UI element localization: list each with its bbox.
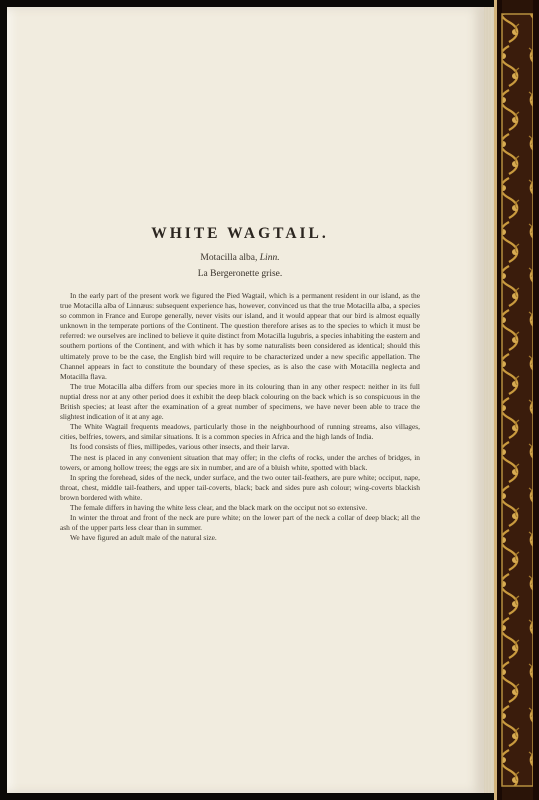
paragraph-9: We have figured an adult male of the natural size.: [70, 533, 217, 543]
paragraph-2: The true Motacilla alba differs from our species more in its colouring than in any other respect: neither in its full nuptial dress nor at any other period does it exhibit the deep black colouring on the back which is so conspicuous in the British species; at least after the examination of a great number of specimens, we have never been able to trace the slightest indication of it at any age.: [60, 381, 420, 422]
paragraph-5: The nest is placed in any convenient situation that may offer; in the clefts of rocks, under the arches of bridges, in towers, or among hollow trees; the eggs are six in number, and are of a bluish white, spotted with black.: [60, 452, 420, 472]
paragraph-8: In winter the throat and front of the neck are pure white; on the lower part of the neck a collar of deep black; all the ash of the upper parts less clear than in summer.: [60, 513, 420, 533]
page-edges: [484, 7, 494, 793]
latin-name-line: [60, 253, 420, 263]
latin-author: Linn.: [259, 253, 280, 263]
decorative-gilt-border: [494, 0, 539, 800]
paragraph-1: In the early part of the present work we figured the Pied Wagtail, which is a permanent resident in our island, as the true Motacilla alba of Linnæus: subsequent experience has, however, convinced us that the true Motacilla alba, a species so common in France and Europe generally, never visits our island, and it would appear that our bird is almost equally unknown in the temperate portions of the Continent. The question therefore arises as to the species to which it must be referred: we ourselves are inclined to believe it quite distinct from Motacilla lugubris, a species inhabiting the eastern and southern portions of the Continent, and with which it has by some naturalists been considered as identical; should this ultimately prove to be the case, the English bird will require to be characterized under a new specific appellation. The Channel appears in fact to constitute the boundary of these species, as is also the case with Motacilla neglecta and Motacilla flava.: [60, 291, 420, 381]
latin-name: Motacilla alba,: [200, 253, 258, 263]
paragraph-6: In spring the forehead, sides of the neck, under surface, and the two outer tail-feathers, are pure white; occiput, nape, throat, chest, middle tail-feathers, and upper tail-coverts, black; back and sides pure ash colour; wing-coverts blackish brown bordered with white.: [60, 472, 420, 502]
text-block: [60, 225, 420, 543]
paragraph-4: Its food consists of flies, millipedes, various other insects, and their larvæ.: [70, 442, 290, 452]
page-title: WHITE WAGTAIL.: [151, 225, 329, 242]
paragraph-3: The White Wagtail frequents meadows, particularly those in the neighbourhood of running streams, also villages, cities, belfries, towers, and similar situations. It is a common species in Africa and the high lands of India.: [60, 422, 420, 442]
paragraph-7: The female differs in having the white less clear, and the black mark on the occiput not so extensive.: [70, 502, 368, 512]
french-name: La Bergeronette grise.: [197, 269, 283, 279]
